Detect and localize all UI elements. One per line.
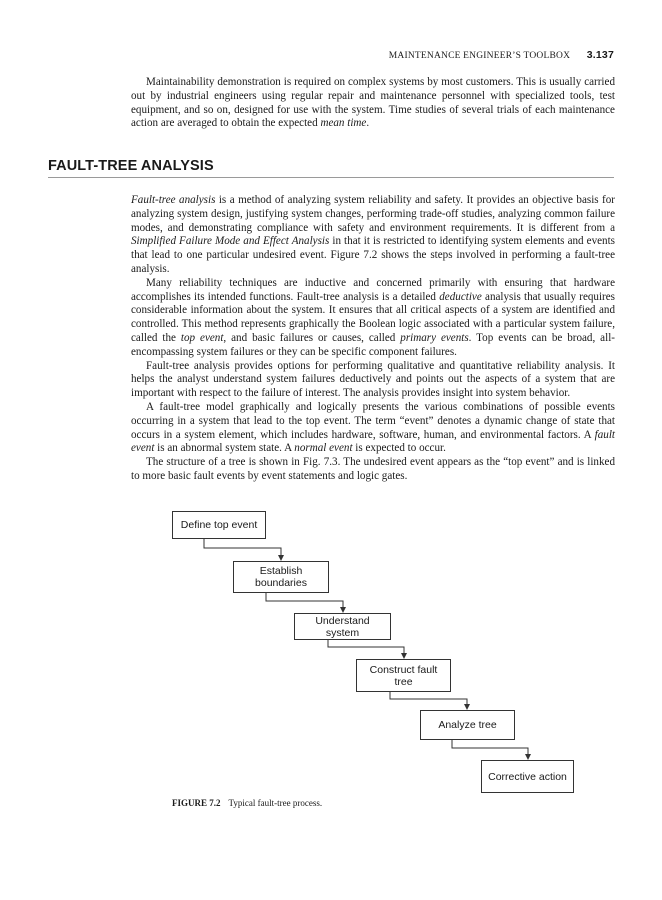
p4-emphasis-1: fault event [131, 428, 615, 455]
page-number: 3.137 [586, 49, 614, 61]
step-define-top-event: Define top event [172, 511, 266, 539]
intro-text: Maintainability demonstration is required on complex systems by most customers. This is usually carried out by industrial engineers using regular repair and maintenance personnel with specialized tools, test equipment, and so on, designed for use with the system. Time studies of several trials of each maintenance action are averaged to obtain the expected [131, 76, 615, 130]
p4-text-a: A fault-tree model graphically and logically presents the various combinations of possible events occurring in a system that lead to the top event. The term “event” denotes a dynamic change of state that occurs in a system element, which includes hardware, software, human, and environmental factors. A [131, 400, 615, 441]
p4-text-b: is an abnormal system state. A [154, 442, 295, 455]
intro-text-end: . [366, 117, 370, 130]
connector-2-3 [266, 593, 343, 612]
p2-text-d: . Top events can be broad, all-encompassing system failures or they can be specific component failures. [131, 331, 615, 358]
figure-number: FIGURE 7.2 [172, 798, 221, 808]
p2-emphasis-1: deductive [439, 290, 482, 303]
running-head [389, 49, 614, 61]
paragraph-5: The structure of a tree is shown in Fig. 7.3. The undesired event appears as the “top event” and is linked to more basic fault events by event statements and logic gates. [131, 456, 615, 482]
p2-text-b: analysis that usually requires considerable information about the system. It ensures that all critical aspects of a system are identified and controlled. This method represents graphically the Boolean logic associated with a particular system failure, called the [131, 290, 615, 344]
p1-emphasis-2: Simplified Failure Mode and Effect Analysis [131, 235, 330, 248]
p1-text-b: in that it is restricted to identifying system elements and events that lead to one particular undesired event. Figure 7.2 shows the steps involved in performing a fault-tree analysis. [131, 235, 615, 275]
paragraph-2 [131, 277, 615, 360]
intro-emphasis: mean time [320, 117, 367, 130]
p4-text-c: is expected to occur. [352, 442, 446, 455]
connector-3-4 [328, 640, 404, 658]
p1-text-a: is a method of analyzing system reliability and safety. It provides an objective basis for analyzing system design, justifying system changes, performing trade-off studies, analyzing common failure modes, and demonstrating compliance with safety and environment requirements. It is different from a [131, 194, 615, 234]
step-establish-boundaries: Establish boundaries [233, 561, 329, 593]
paragraph-1 [131, 194, 615, 277]
step-corrective-action: Corrective action [481, 760, 574, 793]
paragraph-4 [131, 401, 615, 456]
p2-text-a: Many reliability techniques are inductive and concerned primarily with ensuring that hardware accomplishes its intended functions. Fault-tree analysis is a detailed [131, 276, 615, 303]
p2-emphasis-3: primary events [400, 331, 469, 344]
connector-4-5 [390, 692, 467, 709]
running-head-title: MAINTENANCE ENGINEER’S TOOLBOX [388, 51, 571, 61]
p4-emphasis-2: normal event [294, 442, 353, 455]
p1-emphasis-1: Fault-tree analysis [131, 194, 216, 206]
section-heading: FAULT-TREE ANALYSIS [48, 158, 614, 178]
connector-5-6 [452, 740, 528, 759]
p2-emphasis-2: top event [180, 331, 224, 344]
paragraph-3: Fault-tree analysis provides options for performing qualitative and quantitative reliability analysis. It helps the analyst understand system failures deductively and points out the aspects of a system that are important with respect to the failure of interest. The analysis provides insight into system behavior. [131, 359, 615, 400]
step-analyze-tree: Analyze tree [420, 710, 515, 740]
section-body [131, 194, 615, 484]
figure-caption-text: Typical fault-tree process. [228, 798, 323, 808]
step-construct-fault-tree: Construct fault tree [356, 659, 451, 692]
connector-1-2 [204, 539, 281, 560]
p2-text-c: , and basic failures or causes, called [223, 331, 401, 344]
step-understand-system: Understand system [294, 613, 391, 640]
intro-paragraph [131, 76, 615, 131]
figure-caption [172, 798, 322, 808]
